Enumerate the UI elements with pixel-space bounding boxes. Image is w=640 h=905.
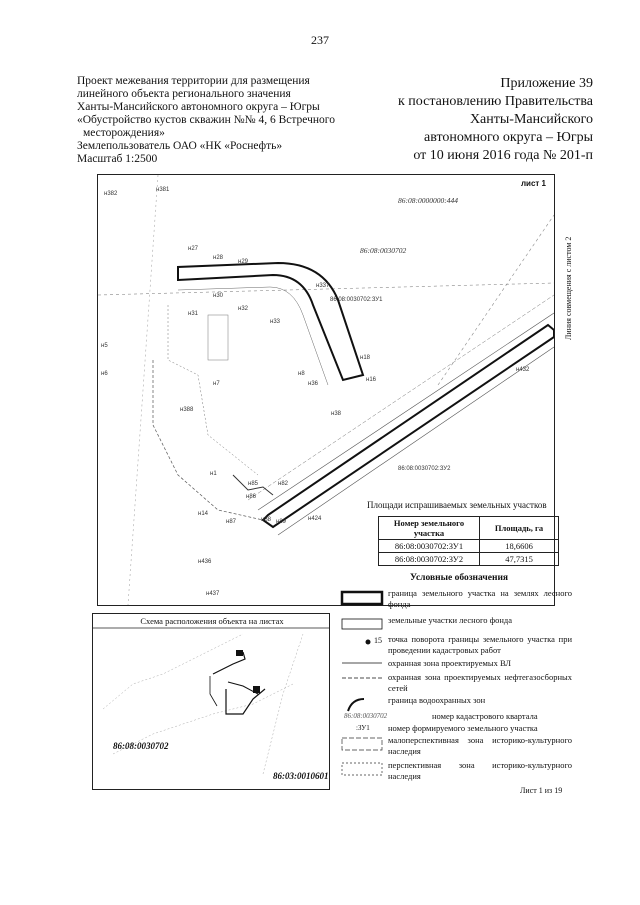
appendix-line: к постановлению Правительства	[397, 94, 593, 109]
column-header: Номер земельного участка	[379, 517, 480, 540]
legend-item	[340, 615, 572, 631]
point-label: н86	[246, 494, 256, 500]
point-label: н38	[331, 411, 341, 417]
legend-text: перспективная зона историко-культурного наследия	[388, 760, 572, 781]
project-line: «Обустройство кустов скважин №№ 4, 6 Встречного	[77, 114, 335, 126]
legend-text: малоперспективная зона историко-культурного наследия	[388, 735, 572, 756]
land-plot-zu2	[263, 325, 554, 527]
sheet-join-line-label	[550, 190, 580, 340]
legend-item	[340, 711, 572, 723]
project-header	[77, 75, 377, 166]
point-label: н6	[101, 371, 108, 377]
plot-id-cell: 86:08:0030702:ЗУ1	[379, 540, 480, 553]
legend-text: земельные участки лесного фонда	[388, 615, 512, 625]
point-label: н18	[360, 355, 370, 361]
areas-table	[378, 516, 559, 566]
legend-text: охранная зона проектируемых ВЛ	[388, 658, 512, 668]
legend-item	[340, 695, 572, 709]
cadastral-label: 86:08:0000000:444	[398, 196, 458, 205]
point-label: н89	[276, 519, 286, 525]
point-label: н424	[308, 516, 322, 522]
point-label: н388	[180, 407, 194, 413]
project-line: линейного объекта регионального значения	[77, 88, 291, 100]
point-label: н88	[261, 517, 271, 523]
cadastral-label: 86:08:0030702	[360, 246, 407, 255]
legend-item	[340, 672, 572, 694]
point-label: н27	[188, 246, 198, 252]
plot-area-cell: 18,6606	[480, 540, 559, 553]
legend-item	[340, 588, 572, 610]
appendix-line: Приложение 39	[500, 76, 593, 91]
legend-symbol-text: :ЗУ1	[356, 724, 370, 732]
point-label: н5	[101, 343, 108, 349]
table-row	[379, 553, 559, 566]
legend-symbol-text: 86:08:0030702	[344, 712, 388, 720]
legend-title: Условные обозначения	[410, 573, 509, 583]
legend-item	[340, 735, 572, 757]
point-label: н30	[213, 293, 223, 299]
scheme-cadastral-label: 86:03:0010601	[273, 771, 329, 781]
point-label: н87	[226, 519, 236, 525]
legend-item	[340, 658, 572, 670]
point-label: н85	[248, 481, 258, 487]
cadastral-label: 86:08:0030702:ЗУ1	[330, 297, 383, 303]
appendix-line: от 10 июня 2016 года № 201-п	[413, 148, 593, 163]
cadastral-label: 86:08:0030702:ЗУ2	[398, 466, 451, 472]
point-label: н16	[366, 377, 376, 383]
legend-item	[340, 723, 572, 735]
low-prospect-zone-symbol	[340, 735, 385, 755]
legend-text: точка поворота границы земельного участка при проведении кадастровых работ	[388, 634, 572, 655]
sheet-footer: Лист 1 из 19	[520, 786, 563, 795]
point-label: н436	[198, 559, 212, 565]
point-label: н8	[298, 371, 305, 377]
pad-boundary	[168, 305, 258, 475]
protection-zone-line	[178, 287, 328, 385]
point-label: н7	[213, 381, 220, 387]
project-land-user: Землепользователь ОАО «НК «Роснефть»	[77, 140, 283, 152]
appendix-line: автономного округа – Югры	[424, 130, 593, 145]
point-label: н432	[516, 367, 530, 373]
prospect-zone-symbol	[340, 760, 385, 780]
legend-text: граница водоохранных зон	[388, 695, 486, 705]
page-number: 237	[311, 33, 329, 47]
appendix-header	[345, 75, 593, 165]
point-label: н29	[238, 259, 248, 265]
legend-text: номер формируемого земельного участка	[388, 723, 538, 733]
legend-symbol-text: 15	[374, 636, 382, 645]
project-scale: Масштаб 1:2500	[77, 153, 158, 165]
point-label: н33	[270, 319, 280, 325]
point-label: н381	[156, 187, 170, 193]
point-label: н32	[238, 306, 248, 312]
project-line: Проект межевания территории для размещения	[77, 75, 310, 87]
point-label: н14	[198, 511, 208, 517]
sheet-join-text: Линия совмещения с листом 2	[564, 236, 573, 340]
project-line: Ханты-Мансийского автономного округа – Югры	[77, 101, 320, 113]
pipeline-zone-symbol	[340, 672, 385, 692]
scheme-title: Схема расположения объекта на листах	[140, 616, 284, 626]
legend-text: граница земельного участка на землях лесного фонда	[388, 588, 572, 609]
scheme-map	[93, 614, 329, 789]
cadastral-boundary	[128, 175, 158, 605]
scheme-cadastral-label: 86:08:0030702	[113, 741, 169, 751]
point-label: н382	[104, 191, 118, 197]
pad-rect	[208, 315, 228, 360]
forest-plot-symbol	[340, 615, 385, 635]
point-label: н82	[278, 481, 288, 487]
column-header: Площадь, га	[480, 517, 559, 540]
point-label: н437	[206, 591, 220, 597]
legend-text: охранная зона проектируемых нефтегазосборных сетей	[388, 672, 572, 693]
project-line: месторождения»	[83, 127, 165, 139]
table-header-row	[379, 517, 559, 540]
table-row	[379, 540, 559, 553]
protection-zone-line	[258, 313, 554, 510]
point-label: н1	[210, 471, 217, 477]
point-label: н36	[308, 381, 318, 387]
legend-text: номер кадастрового квартала	[432, 711, 538, 721]
point-label: н337	[316, 283, 330, 289]
plot-id-cell: 86:08:0030702:ЗУ2	[379, 553, 480, 566]
location-scheme	[92, 613, 330, 790]
legend-item	[340, 760, 572, 782]
point-label: н31	[188, 311, 198, 317]
bold-boundary-symbol	[340, 588, 385, 608]
point-label: н28	[213, 255, 223, 261]
legend-item	[340, 634, 572, 656]
appendix-line: Ханты-Мансийского	[469, 112, 593, 127]
sheet-label: лист 1	[520, 179, 546, 188]
areas-title: Площади испрашиваемых земельных участков	[367, 500, 547, 510]
plot-area-cell: 47,7315	[480, 553, 559, 566]
